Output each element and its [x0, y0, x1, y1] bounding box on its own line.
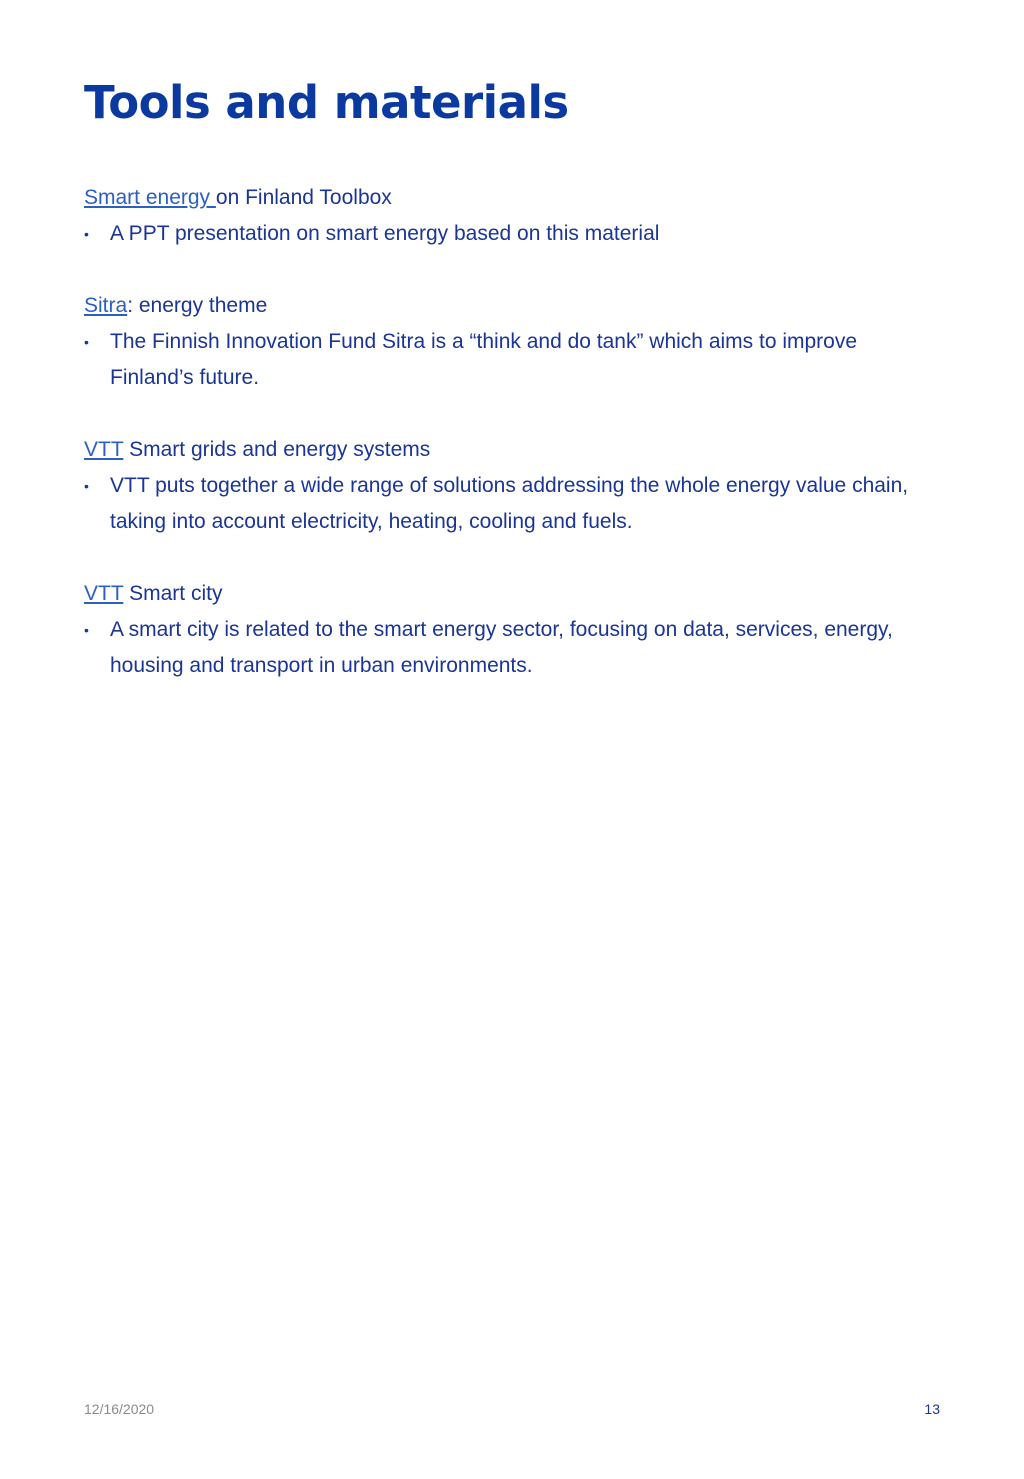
section-vtt-smart-city: [84, 576, 944, 684]
heading-text: on Finland Toolbox: [215, 186, 392, 209]
sitra-link[interactable]: Sitra: [84, 294, 128, 317]
content-area: [84, 180, 944, 720]
section-smart-energy: [84, 180, 944, 252]
page-title: Tools and materials: [84, 76, 569, 129]
footer-date: 12/16/2020: [84, 1401, 155, 1417]
heading-text: Smart city: [123, 582, 223, 605]
section-heading: [84, 288, 944, 324]
heading-text: : energy theme: [127, 294, 268, 317]
section-vtt-smart-grids: [84, 432, 944, 540]
bullet-item: [84, 324, 944, 396]
bullet-text: VTT puts together a wide range of solutions addressing the whole energy value chain, taking into account electricity, heating, cooling and fuels.: [110, 474, 909, 533]
bullet-icon: •: [84, 622, 89, 638]
heading-text: Smart grids and energy systems: [123, 438, 431, 461]
section-heading: [84, 432, 944, 468]
bullet-item: [84, 612, 944, 684]
vtt-smart-city-link[interactable]: VTT: [84, 582, 124, 605]
section-heading: [84, 576, 944, 612]
bullet-icon: •: [84, 226, 89, 242]
page-number: 13: [924, 1401, 940, 1417]
section-heading: [84, 180, 944, 216]
bullet-icon: •: [84, 478, 89, 494]
bullet-text: A smart city is related to the smart energy sector, focusing on data, services, energy, housing and transport in urban environments.: [110, 618, 893, 677]
vtt-smart-grids-link[interactable]: VTT: [84, 438, 124, 461]
bullet-text: A PPT presentation on smart energy based on this material: [110, 222, 660, 245]
bullet-icon: •: [84, 334, 89, 350]
bullet-item: [84, 468, 944, 540]
smart-energy-link[interactable]: Smart energy: [84, 186, 216, 209]
section-sitra: [84, 288, 944, 396]
bullet-text: The Finnish Innovation Fund Sitra is a “think and do tank” which aims to improve Finland’s future.: [110, 330, 858, 389]
bullet-item: [84, 216, 944, 252]
